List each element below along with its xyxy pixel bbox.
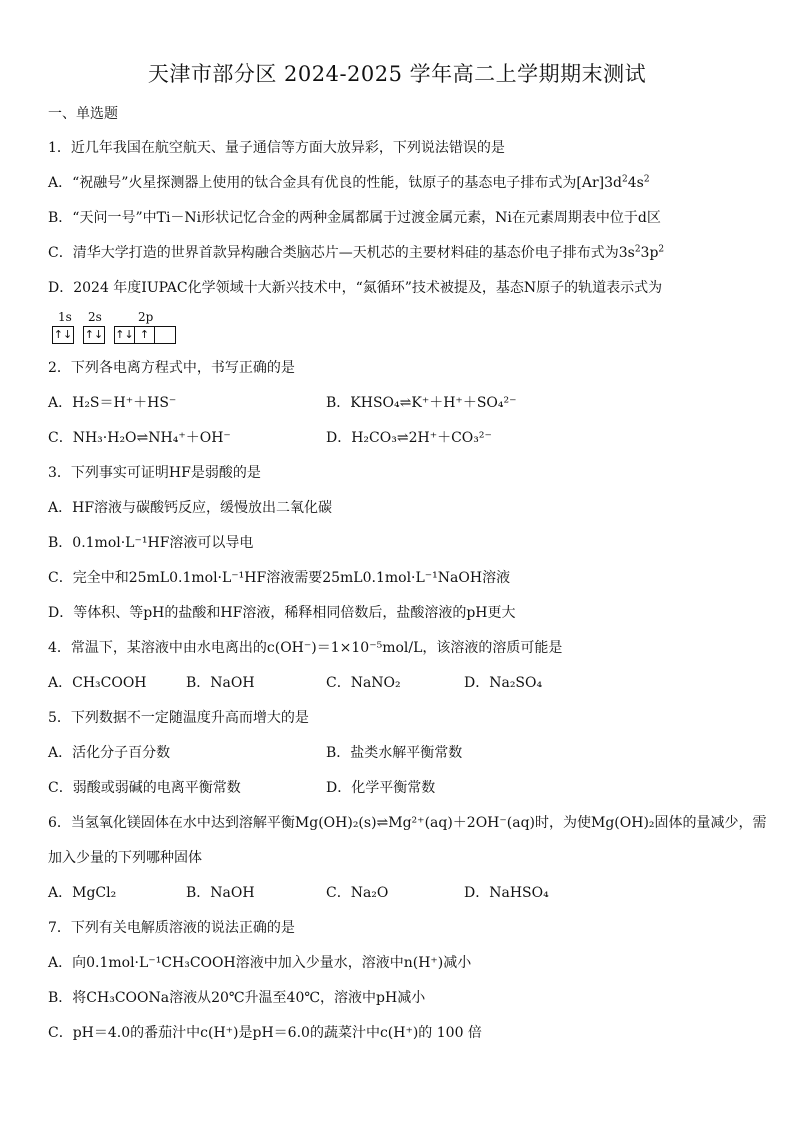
question-6-option-a: A．MgCl₂ <box>48 885 117 901</box>
orbital-label-2s: 2s <box>88 310 102 324</box>
question-3-option-a: A．HF溶液与碳酸钙反应，缓慢放出二氧化碳 <box>48 500 333 516</box>
electron-2p-3 <box>155 327 175 343</box>
question-6-stem-line-2: 加入少量的下列哪种固体 <box>48 850 202 866</box>
question-7-option-b: B．将CH₃COONa溶液从20℃升温至40℃，溶液中pH减小 <box>48 990 426 1006</box>
question-1-option-d: D．2024 年度IUPAC化学领域十大新兴技术中，“氮循环”技术被提及，基态N原子的轨道表示式为 <box>48 280 663 296</box>
superscript: 2 <box>634 244 641 255</box>
question-3-option-c: C．完全中和25mL0.1mol·L⁻¹HF溶液需要25mL0.1mol·L⁻¹NaOH溶液 <box>48 570 511 586</box>
question-7-stem: 7．下列有关电解质溶液的说法正确的是 <box>48 920 295 936</box>
question-2-option-d: D．H₂CO₃⇌2H⁺＋CO₃²⁻ <box>326 430 492 446</box>
question-5-stem: 5．下列数据不一定随温度升高而增大的是 <box>48 710 309 726</box>
orbital-diagram <box>48 310 188 348</box>
option-text: 3p <box>640 245 659 261</box>
question-4-option-b: B．NaOH <box>186 675 255 691</box>
electron-2p-1: ↑↓ <box>115 328 134 341</box>
page-title: 天津市部分区 2024-2025 学年高二上学期期末测试 <box>147 62 647 86</box>
question-6-option-b: B．NaOH <box>186 885 255 901</box>
superscript: 2 <box>643 174 650 185</box>
question-2-stem: 2．下列各电离方程式中，书写正确的是 <box>48 360 295 376</box>
superscript: 2 <box>658 244 665 255</box>
option-text: A．“祝融号”火星探测器上使用的钛合金具有优良的性能，钛原子的基态电子排布式为[Ar]3d <box>48 175 623 191</box>
question-7-option-c: C．pH＝4.0的番茄汁中c(H⁺)是pH＝6.0的蔬菜汁中c(H⁺)的 100 倍 <box>48 1025 482 1041</box>
question-3-stem: 3．下列事实可证明HF是弱酸的是 <box>48 465 261 481</box>
orbital-label-2p: 2p <box>138 310 154 324</box>
question-4-stem: 4．常温下，某溶液中由水电离出的c(OH⁻)＝1×10⁻⁵mol/L，该溶液的溶质可能是 <box>48 640 563 656</box>
orbital-box-2p <box>114 326 176 344</box>
option-text: C．清华大学打造的世界首款异构融合类脑芯片—天机芯的主要材料硅的基态价电子排布式为3s <box>48 245 635 261</box>
question-5-option-c: C．弱酸或弱碱的电离平衡常数 <box>48 780 241 796</box>
question-4-option-d: D．Na₂SO₄ <box>464 675 543 691</box>
question-3-option-d: D．等体积、等pH的盐酸和HF溶液，稀释相同倍数后，盐酸溶液的pH更大 <box>48 605 516 621</box>
question-6-option-d: D．NaHSO₄ <box>464 885 549 901</box>
orbital-box-2s <box>83 326 105 344</box>
question-1-option-c <box>48 243 664 263</box>
question-2-option-b: B．KHSO₄⇌K⁺＋H⁺＋SO₄²⁻ <box>326 395 517 411</box>
question-4-option-c: C．NaNO₂ <box>326 675 401 691</box>
question-5-option-d: D．化学平衡常数 <box>326 780 436 796</box>
section-heading: 一、单选题 <box>48 106 118 122</box>
question-2-option-a: A．H₂S＝H⁺＋HS⁻ <box>48 395 177 411</box>
question-2-option-c: C．NH₃·H₂O⇌NH₄⁺＋OH⁻ <box>48 430 231 446</box>
electron-pair-1s: ↑↓ <box>53 328 73 341</box>
question-6-option-c: C．Na₂O <box>326 885 389 901</box>
orbital-label-1s: 1s <box>58 310 72 324</box>
question-5-option-b: B．盐类水解平衡常数 <box>326 745 463 761</box>
question-6-stem-line-1: 6．当氢氧化镁固体在水中达到溶解平衡Mg(OH)₂(s)⇌Mg²⁺(aq)＋2OH⁻(aq)时，为使Mg(OH)₂固体的量减少，需 <box>48 815 767 831</box>
question-1-stem: 1．近几年我国在航空航天、量子通信等方面大放异彩，下列说法错误的是 <box>48 140 505 156</box>
superscript: 2 <box>622 174 628 185</box>
electron-2p-2: ↑ <box>135 327 155 343</box>
electron-pair-2s: ↑↓ <box>84 328 104 341</box>
option-text: 4s <box>627 175 644 191</box>
question-1-option-b: B．“天问一号”中Ti－Ni形状记忆合金的两种金属都属于过渡金属元素，Ni在元素周期表中位于d区 <box>48 210 661 226</box>
question-7-option-a: A．向0.1mol·L⁻¹CH₃COOH溶液中加入少量水，溶液中n(H⁺)减小 <box>48 955 472 971</box>
question-3-option-b: B．0.1mol·L⁻¹HF溶液可以导电 <box>48 535 254 551</box>
orbital-box-1s <box>52 326 74 344</box>
question-1-option-a <box>48 173 650 193</box>
question-5-option-a: A．活化分子百分数 <box>48 745 171 761</box>
question-4-option-a: A．CH₃COOH <box>48 675 147 691</box>
